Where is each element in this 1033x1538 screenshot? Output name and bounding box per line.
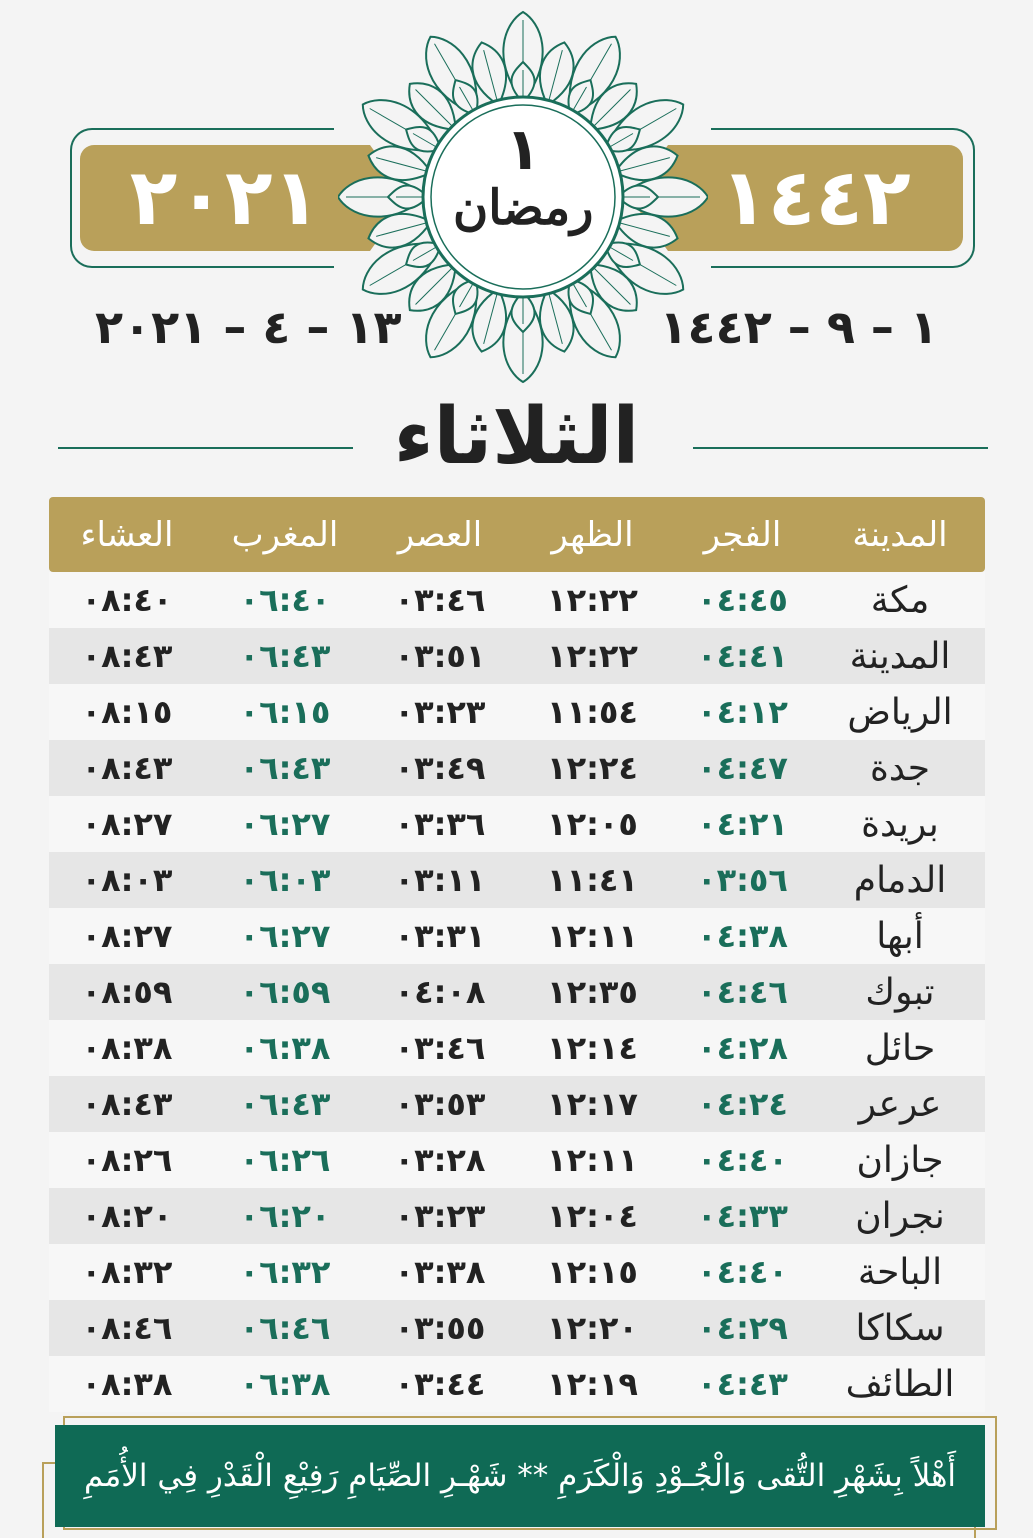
ramadan-day-number: ١ [505, 115, 541, 183]
cell-dhuhr: ١٢:١٤ [547, 1029, 638, 1067]
column-header-maghrib: المغرب [231, 514, 339, 555]
cell-asr: ٠٣:٤٦ [394, 1029, 486, 1067]
cell-maghrib: ٠٦:٤٦ [239, 1309, 331, 1347]
cell-dhuhr: ١٢:١٥ [547, 1253, 638, 1291]
cell-maghrib: ٠٦:٠٣ [239, 861, 331, 899]
column-header-isha: العشاء [80, 514, 174, 555]
cell-city: الباحة [857, 1251, 943, 1293]
cell-isha: ٠٨:٣٢ [81, 1253, 173, 1291]
cell-asr: ٠٣:٤٤ [394, 1365, 486, 1403]
cell-isha: ٠٨:٤٣ [81, 1085, 173, 1123]
cell-isha: ٠٨:٣٨ [81, 1029, 173, 1067]
cell-fajr: ٠٤:٤٠ [697, 1253, 788, 1291]
cell-fajr: ٠٤:٤٠ [697, 1141, 788, 1179]
cell-fajr: ٠٤:٢٨ [697, 1029, 788, 1067]
cell-asr: ٠٣:١١ [394, 861, 486, 899]
column-header-city: المدينة [852, 514, 948, 555]
gregorian-year-banner [80, 145, 370, 251]
gregorian-year: ٢٠٢١ [129, 153, 321, 243]
cell-isha: ٠٨:٥٩ [81, 973, 173, 1011]
ramadan-calligraphy: رمضان [453, 180, 594, 236]
table-row [49, 740, 985, 796]
cell-asr: ٠٤:٠٨ [394, 973, 486, 1011]
cell-asr: ٠٣:٣٦ [394, 805, 486, 843]
table-row [49, 964, 985, 1020]
cell-dhuhr: ١٢:٢٠ [547, 1309, 638, 1347]
cell-fajr: ٠٤:٤٦ [697, 973, 788, 1011]
cell-city: نجران [855, 1195, 945, 1237]
cell-maghrib: ٠٦:٤٣ [239, 637, 331, 675]
column-header-asr: العصر [397, 514, 483, 555]
cell-dhuhr: ١٢:٠٤ [547, 1197, 638, 1235]
cell-asr: ٠٣:٥٥ [394, 1309, 486, 1347]
cell-isha: ٠٨:٢٦ [81, 1141, 173, 1179]
cell-fajr: ٠٤:٤٥ [697, 581, 788, 619]
cell-asr: ٠٣:٢٨ [394, 1141, 486, 1179]
table-row [49, 1132, 985, 1188]
cell-maghrib: ٠٦:٢٦ [239, 1141, 331, 1179]
footer-verse-banner [55, 1425, 985, 1527]
cell-fajr: ٠٤:٢٩ [697, 1309, 788, 1347]
gregorian-date: ١٣ – ٤ – ٢٠٢١ [95, 300, 402, 354]
table-row [49, 852, 985, 908]
cell-fajr: ٠٤:٢١ [697, 805, 788, 843]
cell-maghrib: ٠٦:١٥ [239, 693, 331, 731]
cell-maghrib: ٠٦:٥٩ [239, 973, 331, 1011]
cell-isha: ٠٨:٤٣ [81, 749, 173, 787]
table-body [49, 572, 985, 1412]
cell-maghrib: ٠٦:٢٧ [239, 805, 331, 843]
cell-asr: ٠٣:٤٦ [394, 581, 486, 619]
cell-isha: ٠٨:٢٧ [81, 917, 173, 955]
cell-asr: ٠٣:٥٣ [394, 1085, 486, 1123]
day-name: الثلاثاء [393, 392, 640, 482]
cell-asr: ٠٣:٣٨ [394, 1253, 486, 1291]
cell-dhuhr: ١١:٥٤ [547, 693, 638, 731]
table-row [49, 908, 985, 964]
cell-dhuhr: ١٢:٢٤ [547, 749, 638, 787]
cell-city: جدة [869, 747, 930, 789]
cell-fajr: ٠٤:٤١ [697, 637, 788, 675]
cell-city: المدينة [849, 635, 951, 677]
cell-city: جازان [856, 1139, 944, 1181]
table-row [49, 1188, 985, 1244]
cell-dhuhr: ١٢:٣٥ [547, 973, 638, 1011]
cell-city: الرياض [847, 691, 953, 733]
cell-isha: ٠٨:٢٧ [81, 805, 173, 843]
cell-fajr: ٠٤:٣٣ [697, 1197, 788, 1235]
cell-asr: ٠٣:٤٩ [394, 749, 486, 787]
table-row [49, 628, 985, 684]
table-row [49, 572, 985, 628]
table-row [49, 1356, 985, 1412]
column-header-dhuhr: الظهر [551, 514, 634, 555]
cell-dhuhr: ١٢:١١ [547, 917, 638, 955]
table-row [49, 684, 985, 740]
cell-isha: ٠٨:٤٦ [81, 1309, 173, 1347]
cell-isha: ٠٨:٢٠ [81, 1197, 173, 1235]
cell-maghrib: ٠٦:٢٧ [239, 917, 331, 955]
cell-maghrib: ٠٦:٤٣ [239, 1085, 331, 1123]
hijri-year-banner [668, 145, 963, 251]
hijri-date: ١ – ٩ – ١٤٤٢ [659, 300, 938, 354]
table-row [49, 1076, 985, 1132]
cell-fajr: ٠٣:٥٦ [697, 861, 788, 899]
table-row [49, 1300, 985, 1356]
cell-dhuhr: ١٢:١١ [547, 1141, 638, 1179]
hijri-year: ١٤٤٢ [720, 153, 911, 243]
cell-city: أبها [876, 915, 924, 957]
cell-isha: ٠٨:٤٣ [81, 637, 173, 675]
cell-maghrib: ٠٦:٤٠ [239, 581, 331, 619]
cell-fajr: ٠٤:٢٤ [697, 1085, 788, 1123]
cell-dhuhr: ١٢:٢٢ [547, 581, 638, 619]
cell-maghrib: ٠٦:٣٨ [239, 1029, 331, 1067]
table-row [49, 1020, 985, 1076]
cell-city: تبوك [865, 971, 935, 1013]
cell-dhuhr: ١٢:١٧ [547, 1085, 638, 1123]
cell-fajr: ٠٤:٤٣ [697, 1365, 788, 1403]
table-header [49, 497, 985, 572]
cell-maghrib: ٠٦:٢٠ [239, 1197, 331, 1235]
cell-city: الطائف [845, 1363, 955, 1405]
cell-city: مكة [870, 579, 930, 621]
cell-dhuhr: ١٢:٠٥ [547, 805, 638, 843]
prayer-times-table [49, 497, 985, 1412]
cell-asr: ٠٣:٥١ [394, 637, 486, 675]
cell-dhuhr: ١١:٤١ [547, 861, 638, 899]
column-header-fajr: الفجر [703, 514, 782, 555]
cell-fajr: ٠٤:١٢ [697, 693, 788, 731]
footer-verse: أَهْلاً بِشَهْرِ التُّقى وَالْجُـوْدِ وَالْكَرَمِ ** شَهْـرِ الصِّيَامِ رَفِيْعِ الْقَدْرِ فِي الأُمَمِ [83, 1458, 957, 1494]
cell-isha: ٠٨:٣٨ [81, 1365, 173, 1403]
table-row [49, 1244, 985, 1300]
cell-asr: ٠٣:٣١ [394, 917, 486, 955]
cell-city: الدمام [853, 859, 947, 901]
cell-isha: ٠٨:١٥ [81, 693, 173, 731]
cell-asr: ٠٣:٢٣ [394, 1197, 486, 1235]
cell-dhuhr: ١٢:٢٢ [547, 637, 638, 675]
cell-maghrib: ٠٦:٤٣ [239, 749, 331, 787]
cell-fajr: ٠٤:٤٧ [697, 749, 788, 787]
cell-isha: ٠٨:٠٣ [81, 861, 173, 899]
cell-fajr: ٠٤:٣٨ [697, 917, 788, 955]
cell-isha: ٠٨:٤٠ [81, 581, 173, 619]
cell-maghrib: ٠٦:٣٢ [239, 1253, 331, 1291]
cell-city: بريدة [861, 803, 939, 845]
cell-city: سكاكا [855, 1307, 945, 1349]
cell-city: عرعر [858, 1083, 942, 1125]
cell-dhuhr: ١٢:١٩ [547, 1365, 638, 1403]
cell-city: حائل [864, 1027, 936, 1069]
cell-maghrib: ٠٦:٣٨ [239, 1365, 331, 1403]
table-row [49, 796, 985, 852]
cell-asr: ٠٣:٢٣ [394, 693, 486, 731]
